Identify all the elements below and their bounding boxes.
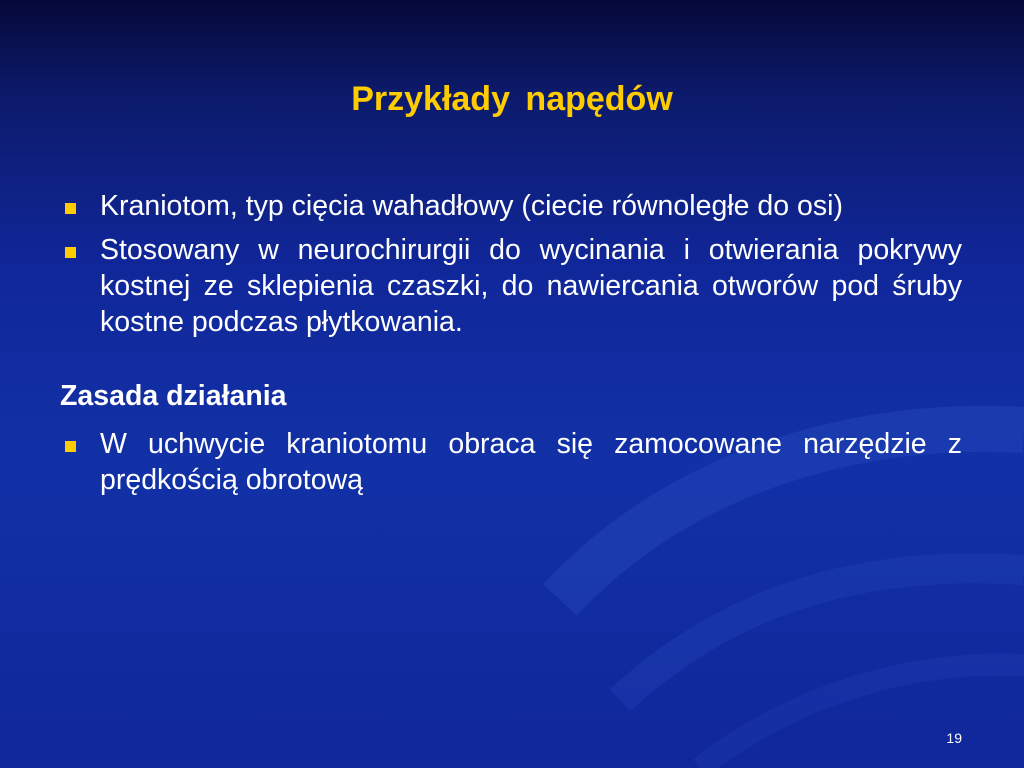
square-bullet-icon (65, 203, 76, 214)
square-bullet-icon (65, 441, 76, 452)
section-heading: Zasada działania (60, 380, 287, 412)
bullet-item-stosowany (60, 232, 962, 340)
bullet-text: Kraniotom, typ cięcia wahadłowy (ciecie równoległe do osi) (100, 190, 843, 222)
slide-content (60, 188, 962, 506)
bullet-item-kraniotom (60, 188, 962, 224)
page-number: 19 (946, 730, 962, 746)
slide-title: Przykłady napędów (351, 80, 673, 118)
bullet-item-zasada (60, 426, 962, 498)
bullet-text: W uchwycie kraniotomu obraca się zamocowane narzędzie z prędkością obrotową (100, 428, 962, 496)
square-bullet-icon (65, 247, 76, 258)
bullet-text: Stosowany w neurochirurgii do wycinania i otwierania pokrywy kostnej ze sklepienia czaszki, do nawiercania otworów pod śruby kostne podczas płytkowania. (100, 234, 962, 338)
